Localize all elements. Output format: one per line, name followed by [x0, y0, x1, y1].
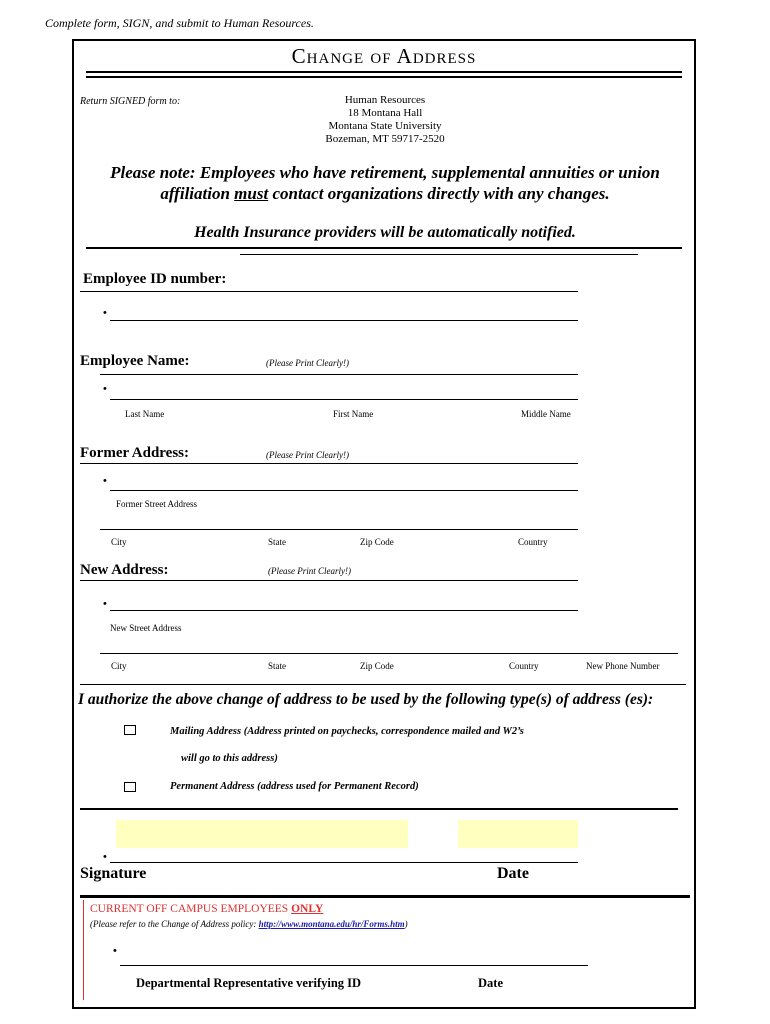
rep-date-label: Date	[478, 976, 503, 990]
notice-emphasis: must	[234, 184, 269, 203]
notice-text	[82, 162, 688, 204]
first-name-caption: First Name	[333, 409, 374, 419]
policy-note-text: (Please refer to the Change of Address policy:	[90, 919, 259, 929]
country-caption: Country	[518, 537, 548, 547]
date-input[interactable]	[458, 820, 578, 848]
employee-id-label: Employee ID number:	[83, 271, 227, 287]
hr-address-line: Human Resources	[344, 94, 426, 106]
new-street-caption: New Street Address	[110, 623, 182, 633]
last-name-caption: Last Name	[125, 409, 165, 419]
notice-line-2-start: affiliation	[160, 184, 235, 203]
employee-name-rule	[100, 374, 578, 375]
mailing-address-checkbox[interactable]	[124, 725, 136, 735]
form-title: Change of Address	[291, 44, 477, 68]
policy-note	[90, 919, 408, 929]
former-address-label: Former Address:	[80, 445, 190, 461]
notice-line-2	[82, 183, 688, 204]
policy-note-end: )	[404, 919, 408, 929]
off-campus-heading-text: CURRENT OFF CAMPUS EMPLOYEES	[90, 903, 292, 915]
employee-id-field[interactable]	[110, 320, 578, 321]
employee-name-field[interactable]	[110, 399, 578, 400]
hr-address	[255, 94, 515, 146]
new-street-field[interactable]	[110, 610, 578, 611]
new-address-rule	[80, 580, 578, 581]
signature-input[interactable]	[116, 820, 408, 848]
rep-verification-field[interactable]	[120, 965, 588, 966]
authorization-rule	[80, 808, 678, 810]
city-caption: City	[111, 661, 127, 671]
employee-name-label: Employee Name:	[80, 353, 190, 369]
employee-id-rule	[80, 291, 578, 292]
title-rule-bottom	[86, 76, 682, 78]
zip-caption: Zip Code	[360, 661, 394, 671]
return-label: Return SIGNED form to:	[80, 96, 181, 107]
state-caption: State	[268, 661, 286, 671]
hr-address-line: 18 Montana Hall	[347, 107, 423, 119]
mailing-address-option: Mailing Address (Address printed on paychecks, correspondence mailed and W2’s	[170, 726, 524, 737]
print-hint: (Please Print Clearly!)	[266, 450, 349, 460]
state-caption: State	[268, 537, 286, 547]
country-caption: Country	[509, 661, 539, 671]
authorization-statement: I authorize the above change of address to be used by the following type(s) of address (es):	[78, 691, 654, 708]
middle-name-caption: Middle Name	[521, 409, 571, 419]
bullet: •	[103, 851, 107, 863]
signature-rule	[110, 862, 578, 863]
hr-address-line: Bozeman, MT 59717-2520	[325, 133, 445, 145]
former-street-field[interactable]	[110, 490, 578, 491]
off-campus-side-rule	[83, 900, 84, 1000]
signature-label: Signature	[80, 865, 147, 882]
notice-line-1: Please note: Employees who have retirement, supplemental annuities or union	[110, 163, 660, 182]
new-phone-caption: New Phone Number	[586, 661, 660, 671]
former-address-rule	[80, 463, 578, 464]
bullet: •	[103, 598, 107, 610]
print-hint: (Please Print Clearly!)	[266, 358, 349, 368]
permanent-address-checkbox[interactable]	[124, 782, 136, 792]
new-city-field[interactable]	[100, 653, 678, 654]
bullet: •	[103, 383, 107, 395]
form-instruction: Complete form, SIGN, and submit to Human Resources.	[45, 16, 314, 30]
zip-caption: Zip Code	[360, 537, 394, 547]
title-rule-top	[86, 71, 682, 73]
bullet: •	[103, 307, 107, 319]
date-label: Date	[497, 865, 529, 882]
former-street-caption: Former Street Address	[116, 499, 197, 509]
print-hint: (Please Print Clearly!)	[268, 566, 351, 576]
hr-address-line: Montana State University	[328, 120, 442, 132]
notice-rule	[86, 247, 682, 249]
off-campus-emphasis: ONLY	[291, 903, 324, 915]
bullet: •	[103, 475, 107, 487]
former-city-field[interactable]	[100, 529, 578, 530]
notice-line-2-end: contact organizations directly with any changes.	[268, 184, 610, 203]
bullet: •	[113, 945, 117, 957]
address-section-rule	[80, 684, 686, 685]
permanent-address-option: Permanent Address (address used for Permanent Record)	[170, 781, 419, 792]
policy-link[interactable]: http://www.montana.edu/hr/Forms.htm	[258, 919, 405, 929]
off-campus-heading	[90, 903, 323, 915]
mailing-address-option-cont: will go to this address)	[181, 753, 278, 764]
city-caption: City	[111, 537, 127, 547]
notice-rule-thin	[240, 254, 638, 255]
rep-label: Departmental Representative verifying ID	[136, 976, 362, 990]
health-insurance-note: Health Insurance providers will be automatically notified.	[194, 224, 576, 241]
signature-section-rule	[80, 895, 690, 898]
new-address-label: New Address:	[80, 562, 169, 578]
